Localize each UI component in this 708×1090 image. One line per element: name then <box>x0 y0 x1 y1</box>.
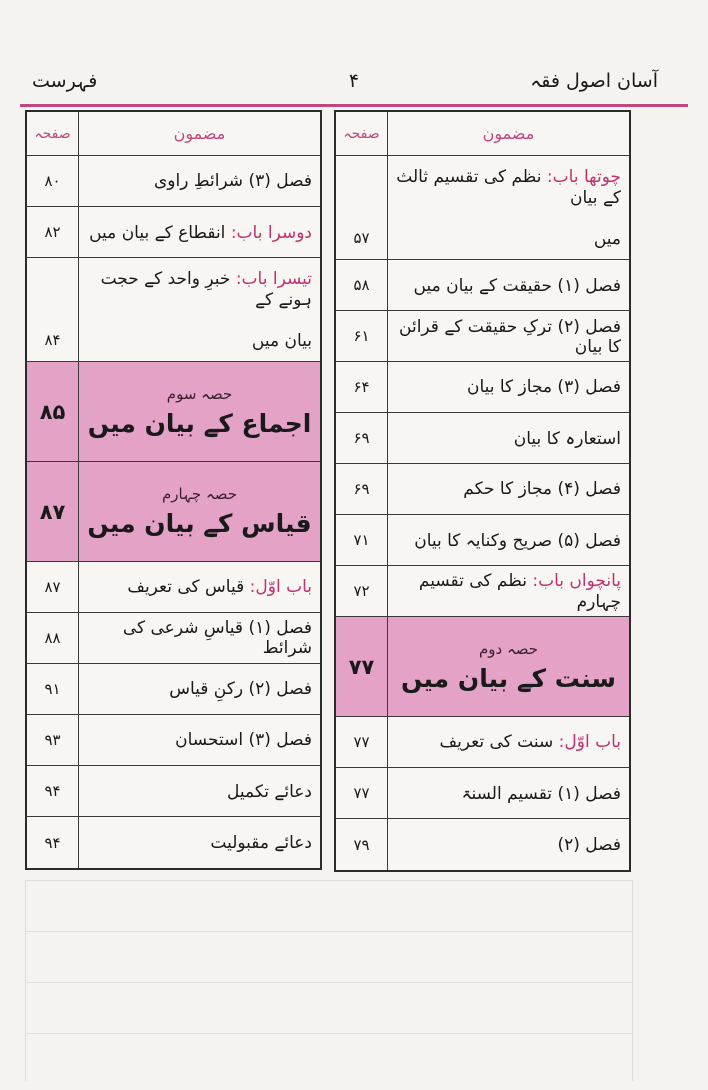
table-row <box>336 260 629 311</box>
page-number-cell: ۷۷ <box>336 717 388 767</box>
table-row <box>336 717 629 768</box>
entry-title <box>388 311 629 361</box>
entry-text: فصل (۲) رکنِ قیاس <box>169 679 312 699</box>
section-name: فہرست <box>32 70 98 92</box>
entry-title <box>79 156 320 206</box>
show-through-line <box>26 983 632 1034</box>
entry-title <box>79 207 320 257</box>
entry-text: فصل (۱) حقیقت کے بیان میں <box>413 275 621 296</box>
table-row <box>336 768 629 819</box>
entry-text: سنت کی تعریف <box>439 732 554 752</box>
entry-line <box>396 316 621 357</box>
table-row <box>27 817 320 868</box>
entry-text: فصل (۳) مجاز کا بیان <box>466 377 621 397</box>
page-number-cell: ۹۳ <box>27 715 79 765</box>
entry-text: قیاس کی تعریف <box>127 577 245 597</box>
entry-line <box>87 268 312 310</box>
entry-title <box>79 362 320 461</box>
entry-line <box>462 783 621 804</box>
section-subtitle: حصہ چہارم <box>162 485 237 503</box>
page-number-cell: ۹۴ <box>27 766 79 816</box>
entry-title <box>388 156 629 259</box>
entry-line <box>89 222 312 243</box>
page-number-cell: ۹۴ <box>27 817 79 868</box>
entry-line <box>467 377 621 397</box>
table-row <box>27 613 320 664</box>
entry-title <box>388 768 629 818</box>
entry-text: بیان میں <box>251 330 312 351</box>
entry-title <box>79 462 320 561</box>
chapter-prefix: پانچواں باب: <box>532 570 621 591</box>
entry-text: انقطاع کے بیان میں <box>89 222 226 243</box>
table-row <box>336 311 629 362</box>
page-header <box>20 66 688 100</box>
page-number-cell: ۸۰ <box>27 156 79 206</box>
entry-title <box>79 562 320 612</box>
entry-line <box>227 781 312 802</box>
chapter-prefix: باب اوّل: <box>558 732 621 752</box>
page-number-cell: ۸۴ <box>27 258 79 361</box>
section-row <box>27 362 320 462</box>
entry-text: میں <box>593 228 621 249</box>
entry-line <box>175 730 312 750</box>
entry-text: فصل (۱) تقسیم السنۃ <box>461 783 621 804</box>
entry-line <box>210 832 312 853</box>
entry-line <box>252 331 312 351</box>
entry-line <box>414 275 621 296</box>
page-number-cell: ۷۱ <box>336 515 388 565</box>
title-column-header: مضمون <box>482 124 535 143</box>
entry-title <box>79 766 320 816</box>
entry-line <box>439 732 621 752</box>
entry-title <box>79 664 320 714</box>
page-number-cell: ۵۸ <box>336 260 388 310</box>
entry-text: نظم کی تقسیم چہارم <box>418 570 621 612</box>
table-row <box>336 413 629 464</box>
section-subtitle: حصہ دوم <box>478 640 539 658</box>
table-row <box>27 766 320 817</box>
book-title: آسان اصول فقہ <box>530 70 658 92</box>
entry-title <box>79 613 320 663</box>
entry-title <box>388 464 629 514</box>
contents-column-right <box>334 110 631 872</box>
table-row <box>336 464 629 515</box>
table-row <box>336 362 629 413</box>
show-through-grid <box>25 880 633 1081</box>
entry-text: فصل (۵) صریح وکنایہ کا بیان <box>414 530 621 551</box>
chapter-prefix: دوسرا باب: <box>230 222 312 243</box>
table-row <box>336 515 629 566</box>
section-row <box>27 462 320 562</box>
entry-line <box>154 171 312 191</box>
chapter-prefix: باب اوّل: <box>249 577 312 597</box>
entry-text: خبرِ واحد کے حجت ہونے کے <box>100 269 312 311</box>
entry-line <box>396 571 621 612</box>
contents-column-left <box>25 110 322 870</box>
section-title: اجماع کے بیان میں <box>87 409 312 438</box>
entry-title <box>79 715 320 765</box>
table-row <box>27 562 320 613</box>
page-number-cell: ۷۷ <box>336 617 388 716</box>
entry-title <box>79 817 320 868</box>
section-row <box>336 617 629 717</box>
page-column-header: صفحہ <box>336 112 388 155</box>
entry-title <box>388 413 629 463</box>
entry-line <box>463 479 621 499</box>
page-number-cell: ۶۹ <box>336 464 388 514</box>
entry-line <box>396 167 621 208</box>
entry-text: فصل (۴) مجاز کا حکم <box>463 479 621 499</box>
entry-title <box>388 362 629 412</box>
page-number-cell: ۶۱ <box>336 311 388 361</box>
entry-line <box>514 428 621 449</box>
entry-line <box>414 530 621 551</box>
page-number-cell: ۸۸ <box>27 613 79 663</box>
page-number-cell: ۸۵ <box>27 362 79 461</box>
table-header-row <box>336 112 629 156</box>
entry-title <box>388 819 629 870</box>
table-header-row <box>27 112 320 156</box>
chapter-prefix: تیسرا باب: <box>235 269 312 290</box>
entry-text: نظم کی تقسیم ثالث کے بیان <box>396 166 621 208</box>
page-number-cell: ۸۲ <box>27 207 79 257</box>
entry-title <box>79 258 320 361</box>
section-title: سنت کے بیان میں <box>400 664 617 693</box>
entry-text: دعائے مقبولیت <box>210 833 312 853</box>
entry-title <box>388 717 629 767</box>
page-number-cell: ۷۹ <box>336 819 388 870</box>
table-row <box>27 156 320 207</box>
show-through-line <box>26 932 632 983</box>
entry-title <box>388 260 629 310</box>
entry-line <box>127 577 312 597</box>
page-number-cell: ۸۷ <box>27 562 79 612</box>
entry-line <box>557 835 621 855</box>
entry-line <box>169 679 312 699</box>
chapter-prefix: چوتھا باب: <box>546 166 621 187</box>
page-number-cell: ۷۲ <box>336 566 388 616</box>
entry-text: فصل (۲) ترکِ حقیقت کے قرائن کا بیان <box>399 316 621 357</box>
table-row <box>336 156 629 260</box>
section-title: قیاس کے بیان میں <box>87 509 312 538</box>
table-row <box>27 664 320 715</box>
page-number-cell: ۵۷ <box>336 156 388 259</box>
entry-text: دعائے تکمیل <box>227 781 312 802</box>
show-through-line <box>26 881 632 932</box>
entry-text: استعارہ کا بیان <box>513 428 621 449</box>
header-rule <box>20 104 688 107</box>
page-number: ۴ <box>348 70 360 92</box>
section-subtitle: حصہ سوم <box>166 385 233 403</box>
table-row <box>336 819 629 870</box>
entry-text: فصل (۱) قیاسِ شرعی کی شرائط <box>122 618 312 658</box>
title-column-header: مضمون <box>173 124 226 143</box>
page-number-cell: ۹۱ <box>27 664 79 714</box>
entry-title <box>388 566 629 616</box>
page-column-header: صفحہ <box>27 112 79 155</box>
entry-line <box>87 618 312 658</box>
page-number-cell: ۶۹ <box>336 413 388 463</box>
table-row <box>27 207 320 258</box>
page-number-cell: ۸۷ <box>27 462 79 561</box>
table-row <box>336 566 629 617</box>
entry-title <box>388 515 629 565</box>
entry-line <box>594 229 621 249</box>
entry-text: فصل (۲) <box>557 834 621 855</box>
page-number-cell: ۶۴ <box>336 362 388 412</box>
table-row <box>27 258 320 362</box>
entry-title <box>388 617 629 716</box>
entry-text: فصل (۳) شرائطِ راوی <box>153 171 312 191</box>
table-row <box>27 715 320 766</box>
entry-text: فصل (۳) استحسان <box>175 730 312 750</box>
page-number-cell: ۷۷ <box>336 768 388 818</box>
